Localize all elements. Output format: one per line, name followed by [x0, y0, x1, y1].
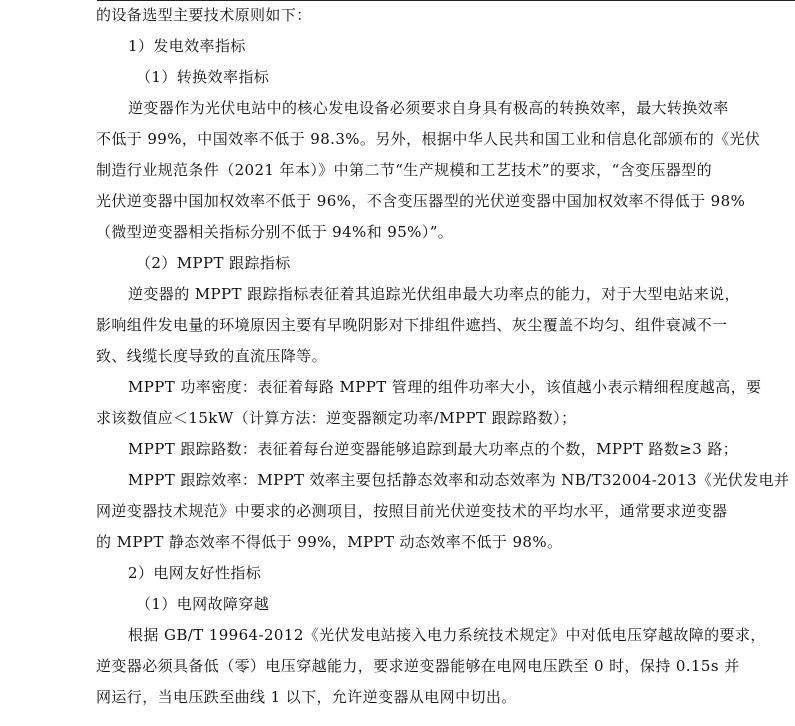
text-line: MPPT 跟踪路数：表征着每台逆变器能够追踪到最大功率点的个数，MPPT 路数≥3 路；	[128, 440, 739, 458]
subsection-heading: （1）转换效率指标	[136, 68, 270, 86]
text-line: 求该数值应＜15kW（计算方法：逆变器额定功率/MPPT 跟踪路数）；	[96, 409, 577, 427]
text-line: 网逆变器技术规范》中要求的必测项目，按照目前光伏逆变技术的平均水平，通常要求逆变器	[96, 502, 728, 520]
header-rule	[97, 0, 795, 1]
text-line: 不低于 99%，中国效率不低于 98.3%。另外，根据中华人民共和国工业和信息化部颁布的《光伏	[96, 130, 761, 148]
text-line: 逆变器作为光伏电站中的核心发电设备必须要求自身具有极高的转换效率，最大转换效率	[128, 99, 729, 117]
text-line: 逆变器必须具备低（零）电压穿越能力，要求逆变器能够在电网电压跌至 0 时，保持 0.15s 并	[96, 657, 740, 675]
text-line: MPPT 功率密度：表征着每路 MPPT 管理的组件功率大小，该值越小表示精细程度越高，要	[128, 378, 762, 396]
text-line: MPPT 跟踪效率：MPPT 效率主要包括静态效率和动态效率为 NB/T32004-2013《光伏发电并	[128, 471, 790, 489]
text-line: 的设备选型主要技术原则如下：	[96, 6, 312, 24]
text-line: 影响组件发电量的环境原因主要有早晚阴影对下排组件遮挡、灰尘覆盖不均匀、组件衰减不一	[96, 316, 728, 334]
text-line: 网运行，当电压跌至曲线 1 以下，允许逆变器从电网中切出。	[96, 688, 517, 706]
text-line: 光伏逆变器中国加权效率不低于 96%，不含变压器型的光伏逆变器中国加权效率不得低于 98%	[96, 192, 746, 210]
section-heading: 2）电网友好性指标	[128, 564, 262, 582]
text-line: 根据 GB/T 19964-2012《光伏发电站接入电力系统技术规定》中对低电压穿越故障的要求，	[128, 626, 766, 644]
subsection-heading: （1）电网故障穿越	[136, 595, 270, 613]
subsection-heading: （2）MPPT 跟踪指标	[136, 254, 291, 272]
text-line: （微型逆变器相关指标分别不低于 94%和 95%）”。	[96, 223, 454, 241]
text-line: 制造行业规范条件（2021 年本）》中第二节“生产规模和工艺技术”的要求，“含变压器型的	[96, 161, 713, 179]
text-line: 致、线缆长度导致的直流压降等。	[96, 347, 328, 365]
text-line: 的 MPPT 静态效率不得低于 99%，MPPT 动态效率不低于 98%。	[96, 533, 563, 551]
section-heading: 1）发电效率指标	[128, 37, 246, 55]
text-line: 逆变器的 MPPT 跟踪指标表征着其追踪光伏组串最大功率点的能力，对于大型电站来说，	[128, 285, 740, 303]
